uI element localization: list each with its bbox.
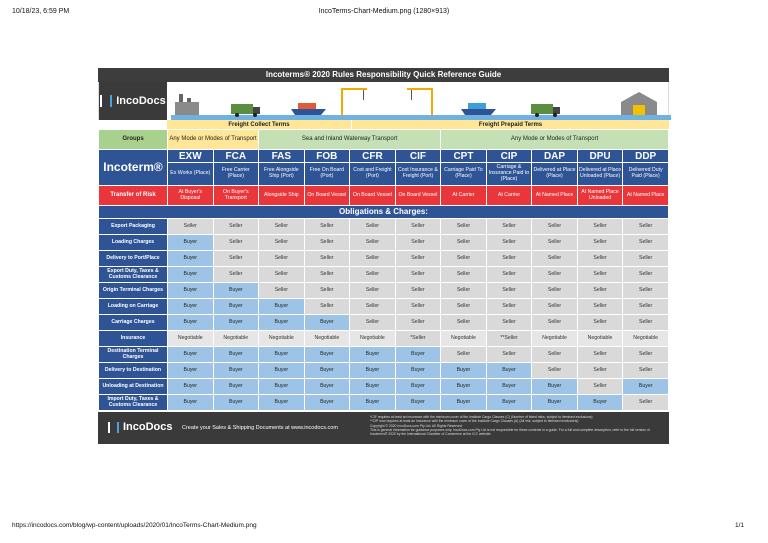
factory-icon: [175, 94, 199, 115]
responsibility-cell: Negotiable: [214, 331, 259, 346]
responsibility-cell: Buyer: [396, 347, 441, 362]
responsibility-cell: Negotiable: [259, 331, 304, 346]
obligations-title: Obligations & Charges:: [99, 206, 668, 218]
print-title: IncoTerms-Chart-Medium.png (1280×913): [318, 8, 450, 15]
responsibility-cell: Buyer: [168, 299, 213, 314]
responsibility-cell: Buyer: [214, 299, 259, 314]
responsibility-cell: Seller: [168, 219, 213, 234]
obligation-label: Destination Terminal Charges: [99, 347, 167, 362]
obligation-row: [99, 379, 668, 394]
obligation-row: [99, 363, 668, 378]
responsibility-cell: Seller: [214, 219, 259, 234]
incoterm-name: Free On Board (Port): [305, 163, 350, 185]
obligation-row: [99, 219, 668, 234]
responsibility-cell: Buyer: [532, 379, 577, 394]
responsibility-cell: Buyer: [168, 235, 213, 250]
footer-note: *CIF requires at least an insurance with the minimum cover of the Institute Cargo Clauses (C) (Number of listed risks, subject to itemised exclusions): [370, 415, 593, 419]
incoterm-name: Ex Works (Place): [168, 163, 213, 185]
obligation-row: [99, 251, 668, 266]
responsibility-cell: Seller: [259, 235, 304, 250]
responsibility-cell: Buyer: [259, 363, 304, 378]
responsibility-cell: Seller: [259, 283, 304, 298]
incoterm-name: Free Carrier (Place): [214, 163, 259, 185]
print-page-number: 1/1: [734, 522, 744, 529]
description-row: [99, 163, 668, 185]
responsibility-cell: Seller: [578, 267, 623, 282]
responsibility-cell: Seller: [441, 267, 486, 282]
responsibility-cell: Seller: [487, 267, 532, 282]
obligation-label: Delivery to Destination: [99, 363, 167, 378]
responsibility-cell: Seller: [305, 299, 350, 314]
responsibility-cell: Buyer: [396, 379, 441, 394]
incoterm-code: CPT: [441, 150, 486, 162]
obligation-row: [99, 299, 668, 314]
responsibility-cell: Seller: [214, 251, 259, 266]
responsibility-cell: Seller: [441, 219, 486, 234]
incodocs-logo: [99, 82, 167, 120]
illustration-banner: [98, 82, 669, 120]
incoterm-name: Delivered at Place Unloaded (Place): [578, 163, 623, 185]
responsibility-cell: Buyer: [259, 379, 304, 394]
responsibility-cell: Seller: [532, 299, 577, 314]
responsibility-cell: Seller: [350, 219, 395, 234]
obligation-row: [99, 235, 668, 250]
responsibility-cell: Buyer: [214, 379, 259, 394]
responsibility-cell: Buyer: [259, 315, 304, 330]
incoterm-name: Carriage Paid To (Place): [441, 163, 486, 185]
risk-transfer-point: At Named Place: [532, 186, 577, 205]
responsibility-cell: Seller: [350, 315, 395, 330]
responsibility-cell: Negotiable: [441, 331, 486, 346]
responsibility-cell: Seller: [623, 219, 668, 234]
responsibility-cell: Negotiable: [305, 331, 350, 346]
risk-transfer-point: At Buyer's Disposal: [168, 186, 213, 205]
responsibility-cell: Seller: [487, 315, 532, 330]
responsibility-cell: Negotiable: [578, 331, 623, 346]
group-any-mode-2: Any Mode or Modes of Transport: [441, 130, 668, 149]
obligation-label: Delivery to Port/Place: [99, 251, 167, 266]
responsibility-cell: Seller: [441, 347, 486, 362]
responsibility-cell: Buyer: [305, 347, 350, 362]
incoterm-code: CIP: [487, 150, 532, 162]
responsibility-cell: Seller: [441, 315, 486, 330]
responsibility-cell: Buyer: [350, 379, 395, 394]
incoterm-code: FOB: [305, 150, 350, 162]
responsibility-cell: Seller: [532, 283, 577, 298]
responsibility-cell: Seller: [532, 267, 577, 282]
obligation-row: [99, 267, 668, 282]
incoterm-code: DDP: [623, 150, 668, 162]
responsibility-cell: Seller: [441, 299, 486, 314]
responsibility-cell: Seller: [578, 347, 623, 362]
incoterm-name: Carriage & Insurance Paid to (Place): [487, 163, 532, 185]
incoterms-table: [98, 129, 669, 411]
obligation-row: [99, 331, 668, 346]
responsibility-cell: Negotiable: [168, 331, 213, 346]
responsibility-cell: Seller: [532, 235, 577, 250]
responsibility-cell: Seller: [578, 235, 623, 250]
responsibility-cell: Seller: [623, 363, 668, 378]
responsibility-cell: Seller: [396, 267, 441, 282]
responsibility-cell: Buyer: [396, 363, 441, 378]
responsibility-cell: Seller: [578, 315, 623, 330]
footer-logo: [108, 421, 173, 433]
responsibility-cell: Seller: [578, 283, 623, 298]
risk-transfer-point: Alongside Ship: [259, 186, 304, 205]
responsibility-cell: Seller: [396, 219, 441, 234]
obligation-label: Export Packaging: [99, 219, 167, 234]
responsibility-cell: Seller: [578, 219, 623, 234]
responsibility-cell: Seller: [259, 219, 304, 234]
responsibility-cell: Seller: [396, 299, 441, 314]
responsibility-cell: Seller: [623, 283, 668, 298]
responsibility-cell: Seller: [623, 299, 668, 314]
responsibility-cell: Buyer: [259, 347, 304, 362]
crane-icon: [341, 88, 367, 115]
risk-transfer-point: On Buyer's Transport: [214, 186, 259, 205]
responsibility-cell: Seller: [305, 251, 350, 266]
incoterm-code: DPU: [578, 150, 623, 162]
freight-terms-band: [98, 120, 669, 129]
responsibility-cell: Buyer: [487, 395, 532, 410]
obligation-row: [99, 315, 668, 330]
obligation-label: Unloading at Destination: [99, 379, 167, 394]
obligation-label: Origin Terminal Charges: [99, 283, 167, 298]
responsibility-cell: Seller: [214, 267, 259, 282]
risk-transfer-point: At Named Place Unloaded: [578, 186, 623, 205]
footer-tagline: Create your Sales & Shipping Documents at www.incodocs.com: [182, 425, 338, 431]
responsibility-cell: Negotiable: [623, 331, 668, 346]
responsibility-cell: Seller: [305, 283, 350, 298]
incoterm-code: DAP: [532, 150, 577, 162]
group-any-mode-1: Any Mode or Modes of Transport: [168, 130, 258, 149]
responsibility-cell: Buyer: [168, 251, 213, 266]
responsibility-cell: Seller: [623, 315, 668, 330]
responsibility-cell: Seller: [487, 219, 532, 234]
transfer-of-risk-row: [99, 186, 668, 205]
incoterm-code: FCA: [214, 150, 259, 162]
obligation-row: [99, 347, 668, 362]
responsibility-cell: Buyer: [259, 395, 304, 410]
responsibility-cell: Buyer: [441, 363, 486, 378]
responsibility-cell: Seller: [305, 267, 350, 282]
responsibility-cell: Seller: [578, 299, 623, 314]
incoterm-label: Incoterm®: [99, 150, 167, 185]
groups-label: Groups: [99, 130, 167, 149]
obligation-row: [99, 395, 668, 410]
responsibility-cell: Buyer: [305, 379, 350, 394]
code-row: [99, 150, 668, 162]
print-datetime: 10/18/23, 6:59 PM: [12, 8, 70, 15]
responsibility-cell: Buyer: [168, 315, 213, 330]
responsibility-cell: Seller: [350, 283, 395, 298]
responsibility-cell: Buyer: [350, 395, 395, 410]
incoterm-code: EXW: [168, 150, 213, 162]
responsibility-cell: Buyer: [487, 363, 532, 378]
footer-notes: [370, 415, 665, 436]
responsibility-cell: Seller: [532, 219, 577, 234]
responsibility-cell: Buyer: [214, 283, 259, 298]
responsibility-cell: Seller: [441, 283, 486, 298]
responsibility-cell: Buyer: [214, 315, 259, 330]
responsibility-cell: Buyer: [441, 379, 486, 394]
print-url: https://incodocs.com/blog/wp-content/uploads/2020/01/IncoTerms-Chart-Medium.png: [12, 522, 257, 529]
responsibility-cell: Seller: [305, 219, 350, 234]
responsibility-cell: Seller: [532, 251, 577, 266]
responsibility-cell: Buyer: [532, 395, 577, 410]
incoterm-name: Cost and Freight (Port): [350, 163, 395, 185]
responsibility-cell: Buyer: [259, 299, 304, 314]
responsibility-cell: *Seller: [396, 331, 441, 346]
responsibility-cell: Seller: [487, 251, 532, 266]
responsibility-cell: Seller: [532, 315, 577, 330]
responsibility-cell: Buyer: [168, 363, 213, 378]
responsibility-cell: Seller: [532, 347, 577, 362]
responsibility-cell: Buyer: [441, 395, 486, 410]
responsibility-cell: Seller: [350, 299, 395, 314]
obligation-label: Insurance: [99, 331, 167, 346]
responsibility-cell: Seller: [396, 251, 441, 266]
responsibility-cell: Seller: [305, 235, 350, 250]
responsibility-cell: Seller: [487, 235, 532, 250]
responsibility-cell: Seller: [441, 235, 486, 250]
risk-transfer-point: On Board Vessel: [396, 186, 441, 205]
incoterm-name: Delivered at Place (Place): [532, 163, 577, 185]
incodocs-mark-icon: [108, 422, 119, 433]
responsibility-cell: Seller: [487, 299, 532, 314]
responsibility-cell: Seller: [396, 315, 441, 330]
responsibility-cell: Buyer: [350, 347, 395, 362]
incoterm-code: CIF: [396, 150, 441, 162]
crane-icon: [407, 88, 433, 115]
obligations-row: [99, 206, 668, 218]
groups-row: [99, 130, 668, 149]
responsibility-cell: Buyer: [168, 267, 213, 282]
responsibility-cell: Seller: [532, 363, 577, 378]
freight-prepaid-terms: Freight Prepaid Terms: [352, 120, 669, 129]
brand-name: IncoDocs: [116, 95, 166, 107]
responsibility-cell: Seller: [350, 267, 395, 282]
responsibility-cell: Buyer: [168, 347, 213, 362]
responsibility-cell: Seller: [623, 251, 668, 266]
responsibility-cell: Buyer: [487, 379, 532, 394]
chart-title: Incoterms® 2020 Rules Responsibility Quick Reference Guide: [98, 68, 669, 82]
footer-note: This is general information for guidance purposes only. IncoDocs.com Pty Ltd is not responsible for these contents in a guide. For a full and complete description, refer to the full version of Incoterms® 2020 by the International Chamber of Commerce at the ICC website.: [370, 427, 650, 436]
responsibility-cell: Seller: [214, 235, 259, 250]
transfer-of-risk-label: Transfer of Risk: [99, 186, 167, 205]
group-sea-inland: Sea and Inland Waterway Transport: [259, 130, 440, 149]
responsibility-cell: Seller: [487, 347, 532, 362]
logistics-illustration: [171, 82, 671, 120]
chart-footer: [98, 412, 669, 444]
responsibility-cell: Buyer: [305, 395, 350, 410]
incoterm-name: Free Alongside Ship (Port): [259, 163, 304, 185]
responsibility-cell: Seller: [487, 283, 532, 298]
responsibility-cell: Seller: [259, 251, 304, 266]
obligation-label: Export Duty, Taxes & Customs Clearance: [99, 267, 167, 282]
responsibility-cell: Buyer: [168, 395, 213, 410]
responsibility-cell: Seller: [578, 363, 623, 378]
responsibility-cell: Buyer: [168, 379, 213, 394]
risk-transfer-point: On Board Vessel: [350, 186, 395, 205]
responsibility-cell: Buyer: [305, 315, 350, 330]
incodocs-mark-icon: [100, 95, 112, 107]
risk-transfer-point: At Carrier: [441, 186, 486, 205]
ship-icon: [461, 103, 496, 115]
responsibility-cell: Seller: [396, 235, 441, 250]
responsibility-cell: Seller: [623, 347, 668, 362]
incoterm-name: Cost Insurance & Freight (Port): [396, 163, 441, 185]
footer-note: Copyright © 2020 IncoDocs.com Pty Ltd. All Rights Reserved.: [370, 423, 463, 428]
responsibility-cell: Seller: [623, 235, 668, 250]
responsibility-cell: Seller: [578, 379, 623, 394]
freight-collect-terms: Freight Collect Terms: [167, 120, 351, 129]
incoterm-code: FAS: [259, 150, 304, 162]
responsibility-cell: Buyer: [214, 363, 259, 378]
obligation-label: Carriage Charges: [99, 315, 167, 330]
responsibility-cell: Buyer: [578, 395, 623, 410]
ship-icon: [291, 103, 326, 115]
incoterms-chart: [98, 68, 669, 444]
obligation-label: Loading Charges: [99, 235, 167, 250]
obligation-row: [99, 283, 668, 298]
footer-note: **CIP now requires at least an insurance with the minimum cover of the Institute Cargo Clauses (A) (All risk, subject to itemised exclusions): [370, 419, 579, 424]
responsibility-cell: Seller: [396, 283, 441, 298]
responsibility-cell: Seller: [259, 267, 304, 282]
responsibility-cell: **Seller: [487, 331, 532, 346]
responsibility-cell: Buyer: [396, 395, 441, 410]
responsibility-cell: Negotiable: [532, 331, 577, 346]
responsibility-cell: Buyer: [350, 363, 395, 378]
responsibility-cell: Buyer: [623, 379, 668, 394]
footer-brand: IncoDocs: [123, 421, 173, 433]
risk-transfer-point: On Board Vessel: [305, 186, 350, 205]
responsibility-cell: Buyer: [214, 395, 259, 410]
obligation-label: Loading on Carriage: [99, 299, 167, 314]
incoterm-code: CFR: [350, 150, 395, 162]
responsibility-cell: Buyer: [214, 347, 259, 362]
responsibility-cell: Seller: [350, 235, 395, 250]
responsibility-cell: Seller: [350, 251, 395, 266]
responsibility-cell: Seller: [441, 251, 486, 266]
risk-transfer-point: At Named Place: [623, 186, 668, 205]
incoterm-name: Delivered Duty Paid (Place): [623, 163, 668, 185]
responsibility-cell: Negotiable: [350, 331, 395, 346]
warehouse-icon: [621, 92, 657, 115]
responsibility-cell: Seller: [578, 251, 623, 266]
responsibility-cell: Buyer: [305, 363, 350, 378]
responsibility-cell: Buyer: [168, 283, 213, 298]
responsibility-cell: Seller: [623, 267, 668, 282]
risk-transfer-point: At Carrier: [487, 186, 532, 205]
responsibility-cell: Seller: [623, 395, 668, 410]
obligation-label: Import Duty, Taxes & Customs Clearance: [99, 395, 167, 410]
